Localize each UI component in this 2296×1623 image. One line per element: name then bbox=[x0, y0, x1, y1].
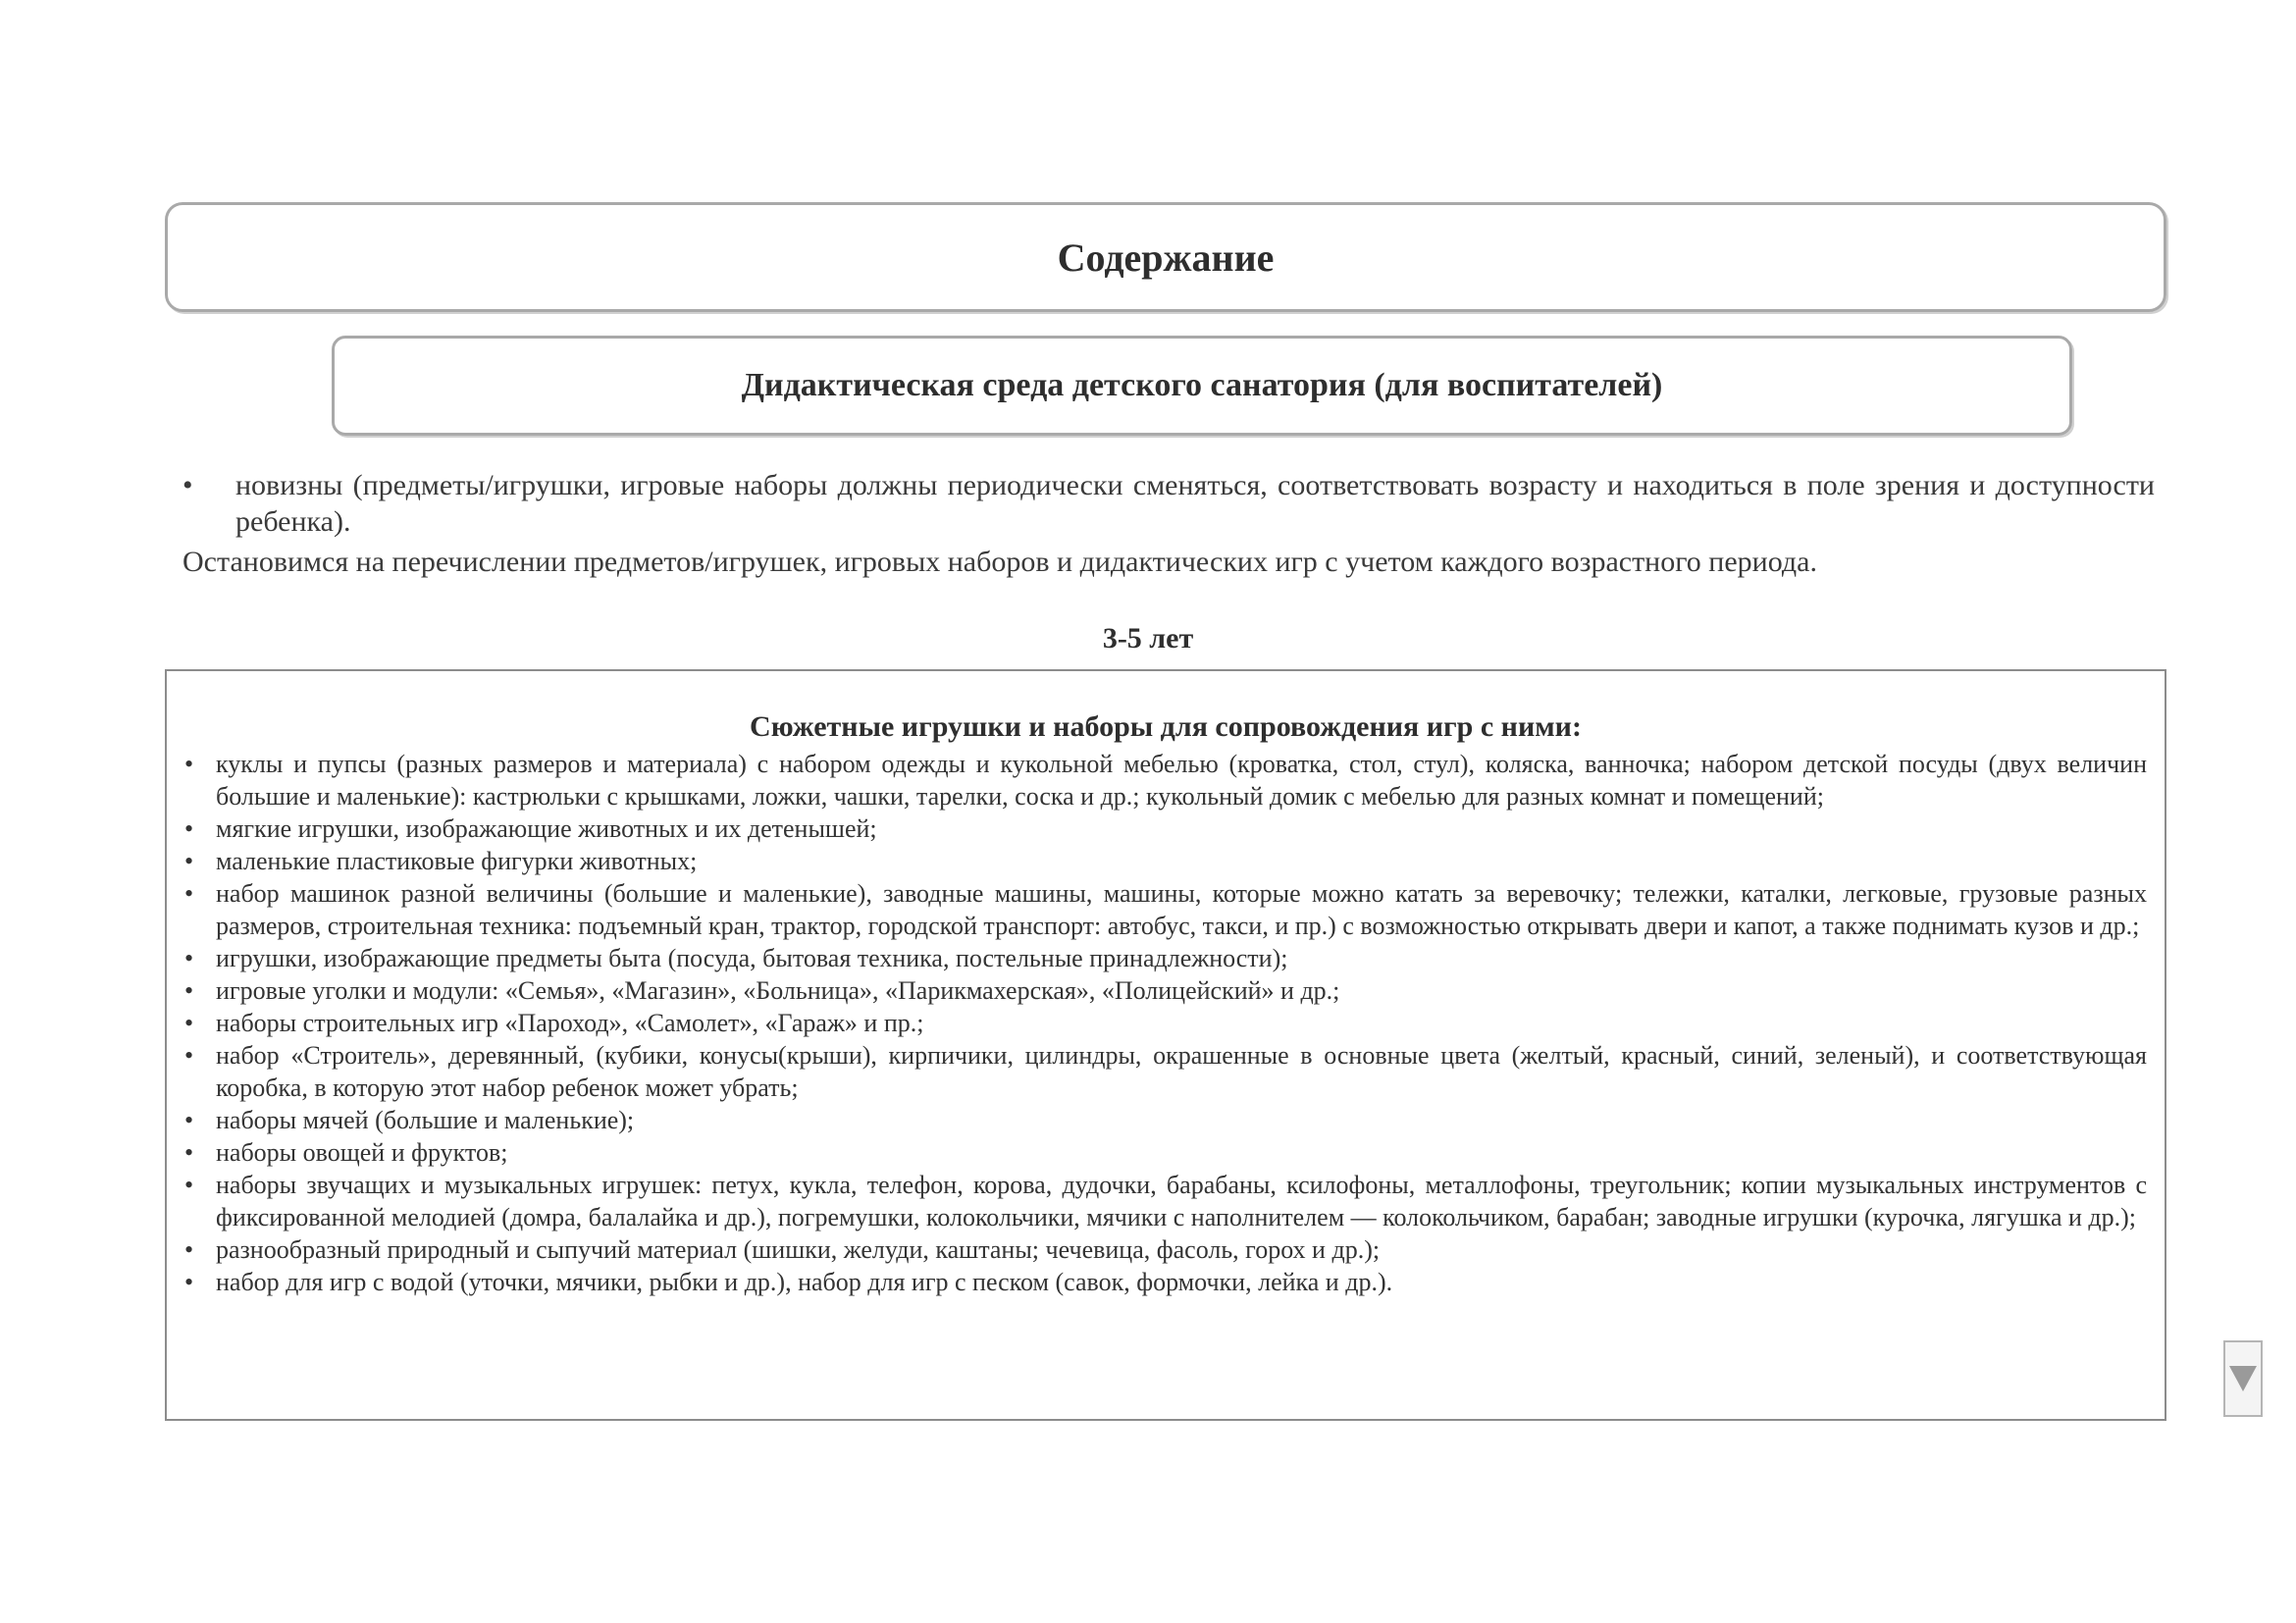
age-group-heading: 3-5 лет bbox=[1102, 622, 1194, 654]
list-item: • игровые уголки и модули: «Семья», «Магазин», «Больница», «Парикмахерская», «Полицейский» и др.; bbox=[184, 974, 2147, 1007]
page-subtitle: Дидактическая среда детского санатория (для воспитателей) bbox=[741, 367, 1663, 403]
list-item: • набор для игр с водой (уточки, мячики, рыбки и др.), набор для игр с песком (савок, формочки, лейка и др.). bbox=[184, 1266, 2147, 1298]
intro-list bbox=[183, 467, 2155, 540]
section-title: Сюжетные игрушки и наборы для сопровождения игр с ними: bbox=[750, 710, 1582, 743]
intro-section bbox=[183, 467, 2155, 580]
triangle-down-icon bbox=[2229, 1366, 2257, 1391]
list-item: • наборы мячей (большие и маленькие); bbox=[184, 1104, 2147, 1136]
list-item: • куклы и пупсы (разных размеров и материала) с набором одежды и кукольной мебелью (кроватка, стол, стул), коляска, ванночка; набором детской посуды (двух величин большие и маленькие): кастрюльки с крышками, ложки, чашки, тарелки, соска и др.; кукольный домик с мебелью для разных комнат и помещений; bbox=[184, 748, 2147, 812]
list-item: • игрушки, изображающие предметы быта (посуда, бытовая техника, постельные принадлежности); bbox=[184, 942, 2147, 974]
intro-bullet: • новизны (предметы/игрушки, игровые наборы должны периодически сменяться, соответствовать возрасту и находиться в поле зрения и доступности ребенка). bbox=[183, 467, 2155, 540]
list-item: • маленькие пластиковые фигурки животных; bbox=[184, 845, 2147, 877]
toys-section-frame bbox=[165, 669, 2166, 1421]
list-item: • набор «Строитель», деревянный, (кубики, конусы(крыши), кирпичики, цилиндры, окрашенные в основные цвета (желтый, красный, синий, зеленый), и соответствующая коробка, в которую этот набор ребенок может убрать; bbox=[184, 1039, 2147, 1104]
list-item: • набор машинок разной величины (большие и маленькие), заводные машины, машины, которые можно катать за веревочку; тележки, каталки, легковые, грузовые разных размеров, строительная техника: подъемный кран, трактор, городской транспорт: автобус, такси, и пр.) с возможностью открывать двери и капот, а также поднимать кузов и др.; bbox=[184, 877, 2147, 942]
contents-header-box bbox=[165, 202, 2166, 312]
scroll-down-arrow-icon[interactable] bbox=[2223, 1340, 2263, 1417]
intro-paragraph: Остановимся на перечислении предметов/игрушек, игровых наборов и дидактических игр с учетом каждого возрастного периода. bbox=[183, 546, 1817, 578]
page-title: Содержание bbox=[1057, 235, 1275, 280]
list-item: • наборы овощей и фруктов; bbox=[184, 1136, 2147, 1169]
subtitle-box bbox=[332, 336, 2072, 436]
list-item: • наборы строительных игр «Пароход», «Самолет», «Гараж» и пр.; bbox=[184, 1007, 2147, 1039]
toys-list bbox=[184, 748, 2147, 1298]
list-item: • мягкие игрушки, изображающие животных и их детенышей; bbox=[184, 812, 2147, 845]
list-item: • разнообразный природный и сыпучий материал (шишки, желуди, каштаны; чечевица, фасоль, горох и др.); bbox=[184, 1233, 2147, 1266]
list-item: • наборы звучащих и музыкальных игрушек: петух, кукла, телефон, корова, дудочки, барабаны, ксилофоны, металлофоны, треугольник; копии музыкальных инструментов с фиксированной мелодией (домра, балалайка и др.), погремушки, колокольчики, мячики с наполнителем — колокольчиком, барабан; заводные игрушки (курочка, лягушка и др.); bbox=[184, 1169, 2147, 1233]
